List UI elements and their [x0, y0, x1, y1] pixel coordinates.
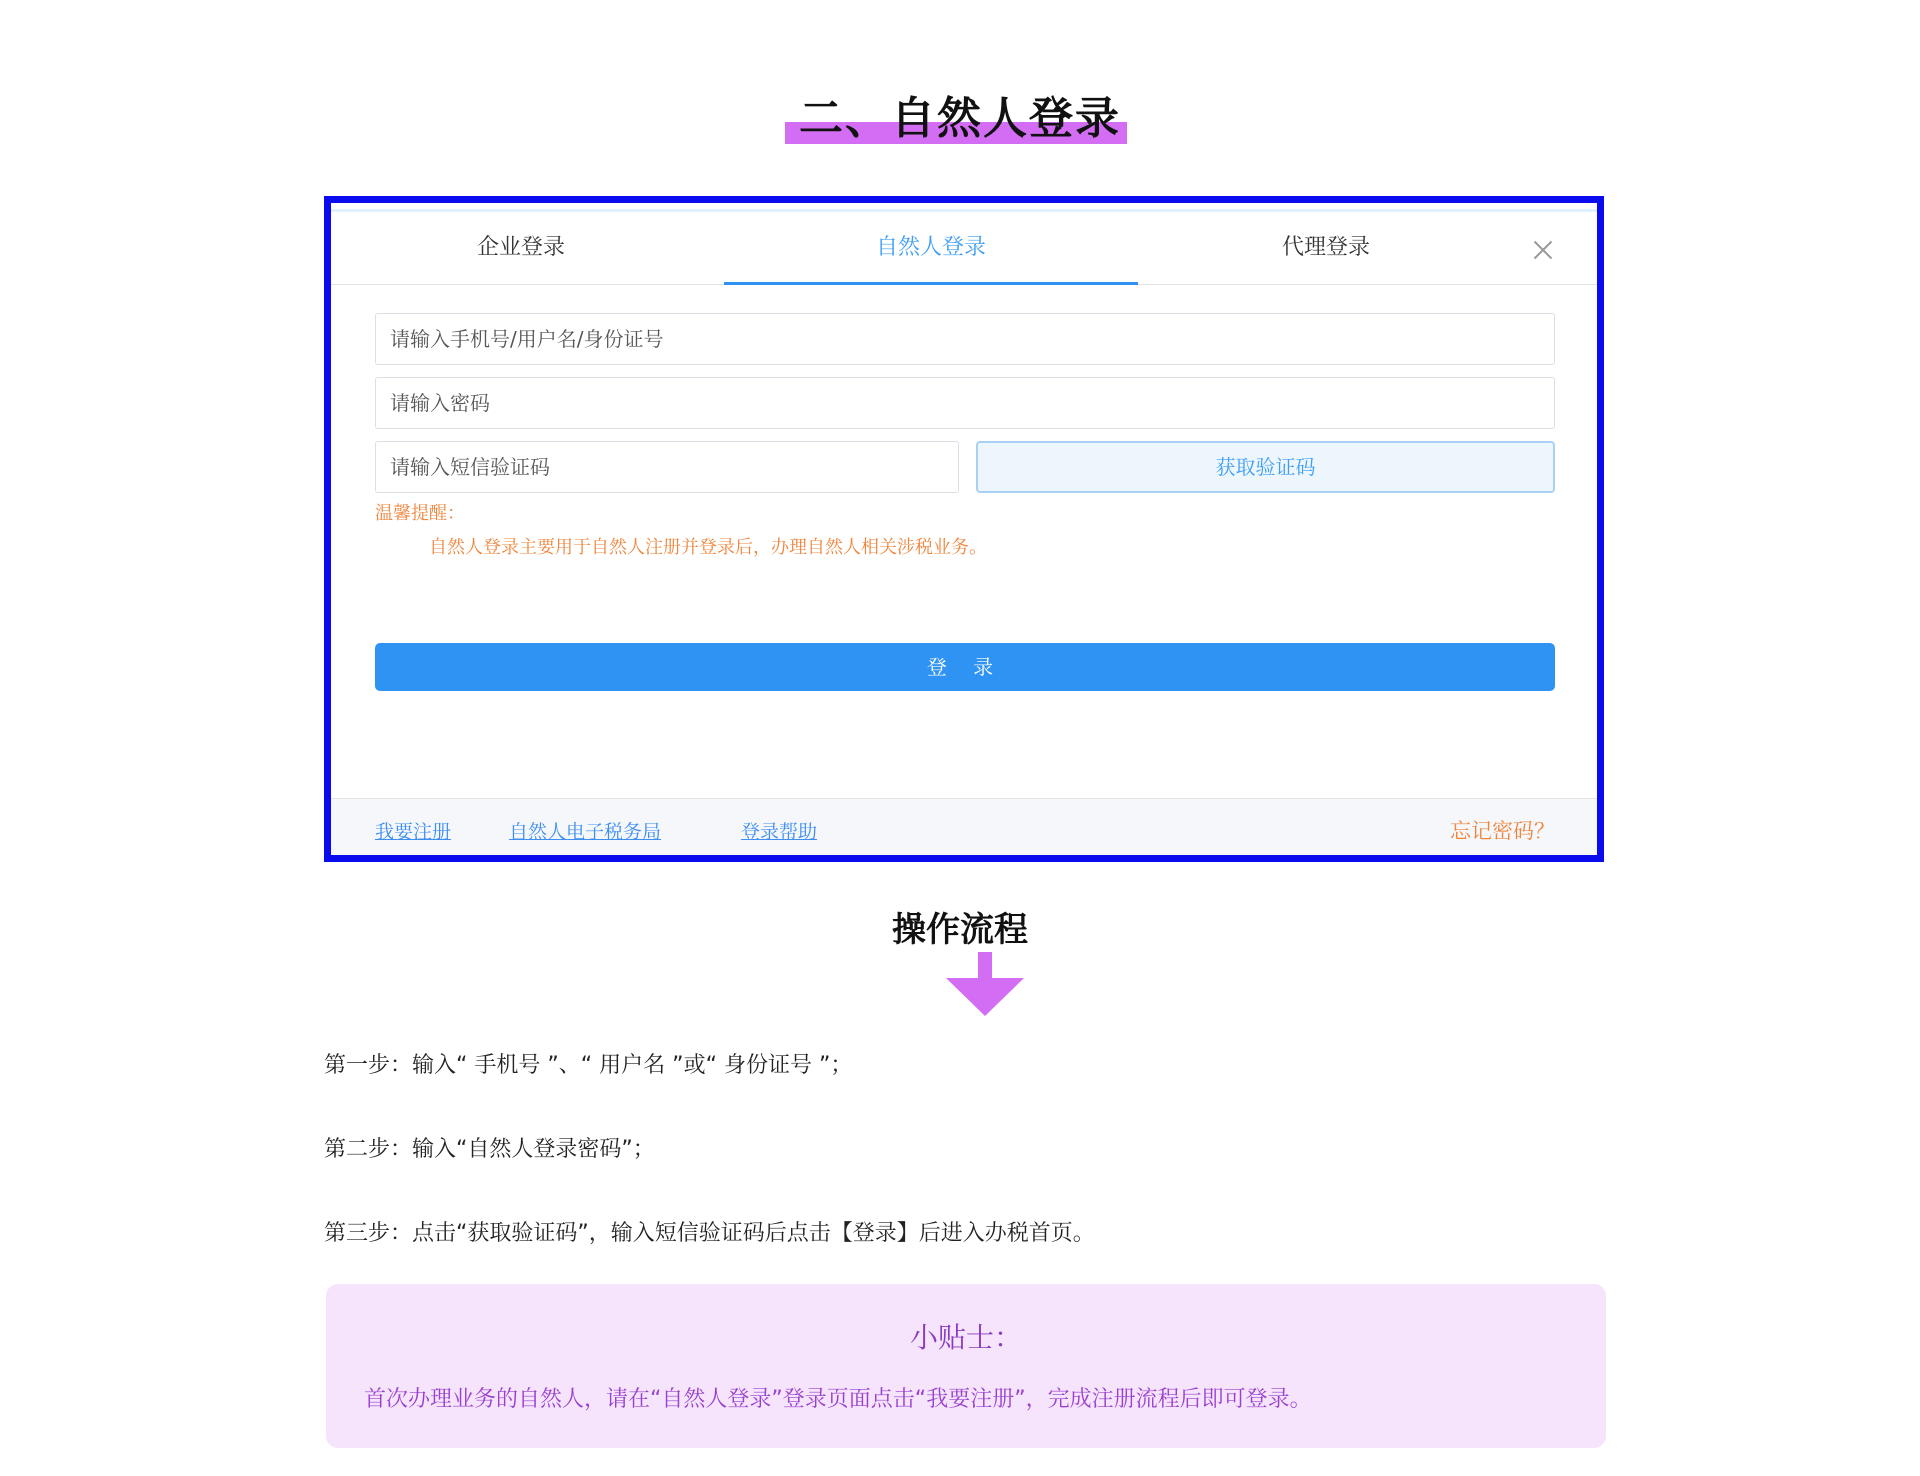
step-1: 第一步：输入“ 手机号 ”、“ 用户名 ”或“ 身份证号 ”；: [324, 1053, 853, 1078]
tab-enterprise-login[interactable]: 企业登录: [476, 235, 565, 260]
down-arrow-icon: [944, 952, 1026, 1016]
login-button[interactable]: 登 录: [375, 643, 1555, 691]
password-input[interactable]: 请输入密码: [375, 377, 1555, 429]
tab-agent-login[interactable]: 代理登录: [1281, 235, 1370, 260]
account-input[interactable]: 请输入手机号/用户名/身份证号: [375, 313, 1555, 365]
get-code-button[interactable]: 获取验证码: [976, 441, 1555, 493]
tips-body: 首次办理业务的自然人，请在“自然人登录”登录页面点击“我要注册”，完成注册流程后即可登录。: [364, 1387, 1312, 1412]
tab-natural-person-label: 自然人登录: [875, 235, 986, 260]
e-tax-bureau-link[interactable]: 自然人电子税务局: [509, 821, 662, 843]
tip-title: 温馨提醒：: [375, 503, 465, 524]
login-dialog: [324, 196, 1604, 862]
step-3: 第三步：点击“获取验证码”，输入短信验证码后点击【登录】后进入办税首页。: [324, 1221, 1095, 1246]
tip-body: 自然人登录主要用于自然人注册并登录后，办理自然人相关涉税业务。: [429, 537, 987, 558]
tab-natural-person-login[interactable]: [724, 212, 1138, 284]
sms-code-input[interactable]: 请输入短信验证码: [375, 441, 959, 493]
login-help-link[interactable]: 登录帮助: [741, 821, 818, 843]
flow-title: 操作流程: [892, 910, 1028, 950]
register-link[interactable]: 我要注册: [375, 821, 452, 843]
step-2: 第二步：输入“自然人登录密码”；: [324, 1137, 655, 1162]
login-tabs: [331, 212, 1597, 285]
dialog-footer: [331, 798, 1597, 855]
close-icon[interactable]: [1531, 238, 1555, 262]
tips-title: 小贴士：: [909, 1321, 1022, 1354]
tips-box: [326, 1284, 1606, 1448]
forgot-password-link[interactable]: 忘记密码？: [1450, 819, 1555, 843]
section-title: [0, 82, 1920, 146]
section-title-text: 二、自然人登录: [799, 93, 1121, 144]
active-tab-underline: [724, 282, 1138, 285]
